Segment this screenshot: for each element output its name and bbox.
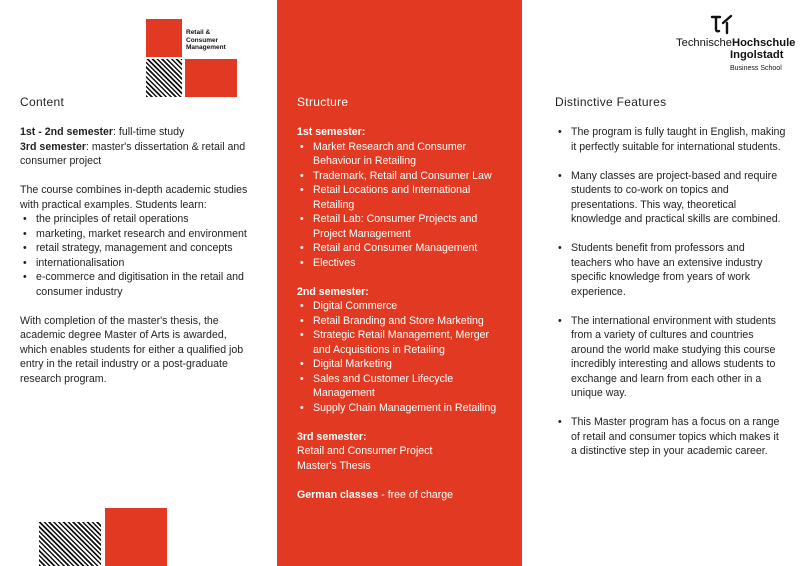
semester-label: 3rd semester <box>20 140 86 153</box>
semester-12-line <box>20 125 255 140</box>
semester-2-label: 2nd semester: <box>297 285 369 298</box>
module-item: • Supply Chain Management in Retailing <box>297 401 509 416</box>
feature-item: • Many classes are project-based and require students to co-work on topics and presentations. This way, theoretical knowledge and practical skills are combined. <box>555 169 787 227</box>
content-topic-item: • internationalisation <box>20 256 255 271</box>
logo-red-square <box>146 19 182 57</box>
content-topic-item: • marketing, market research and environment <box>20 227 255 242</box>
module-item: • Retail Branding and Store Marketing <box>297 314 509 329</box>
module-item: • Sales and Customer Lifecycle Management <box>297 372 509 401</box>
program-name-line: Management <box>186 44 226 51</box>
content-topic-item: • the principles of retail operations <box>20 212 255 227</box>
german-classes-text: - free of charge <box>378 488 454 501</box>
program-name-line: Consumer <box>186 36 219 44</box>
feature-item: • This Master program has a focus on a range of retail and consumer topics which makes it a distinctive step in your academic career. <box>555 415 787 459</box>
module-item: • Retail and Consumer Management <box>297 241 509 256</box>
module-item: • Retail Locations and International Retailing <box>297 183 509 212</box>
semester-1-label: 1st semester: <box>297 126 366 138</box>
content-topic-item: • e-commerce and digitisation in the retail and consumer industry <box>20 270 255 299</box>
business-school-label: Business School <box>730 65 782 72</box>
semester-3-module: Retail and Consumer Project <box>297 445 433 457</box>
module-item: • Digital Marketing <box>297 357 509 372</box>
german-classes-line <box>297 488 509 503</box>
features-body <box>555 125 787 473</box>
semester-3-line <box>20 140 255 169</box>
module-item: • Strategic Retail Management, Merger and Acquisitions in Retailing <box>297 328 509 357</box>
university-name-part: Technische <box>676 37 732 49</box>
module-item: • Trademark, Retail and Consumer Law <box>297 169 509 184</box>
feature-item: • Students benefit from professors and teachers who have an extensive industry specific knowledge from years of work experience. <box>555 241 787 299</box>
thi-logo-icon <box>710 13 734 35</box>
content-title: Content <box>20 95 65 109</box>
structure-title: Structure <box>297 95 349 109</box>
structure-body <box>297 125 509 502</box>
german-classes-label: German classes <box>297 488 379 501</box>
footer-striped-square <box>39 522 101 566</box>
semester-label: 1st - 2nd semester <box>20 126 114 138</box>
logo-red-rectangle <box>185 59 237 97</box>
university-name-part: Hochschule <box>731 37 796 49</box>
semester-2-modules <box>297 299 509 415</box>
features-title: Distinctive Features <box>555 95 667 109</box>
feature-item: • The program is fully taught in English, making it perfectly suitable for international students. <box>555 125 787 154</box>
content-outro: With completion of the master's thesis, the academic degree Master of Arts is awarded, which enables students for either a qualified job entry in the retail industry or a post-graduate research program. <box>20 314 244 385</box>
semester-text: : master's dissertation & retail and consumer project <box>20 140 246 167</box>
content-topic-item: • retail strategy, management and concepts <box>20 241 255 256</box>
features-list <box>555 125 787 459</box>
footer-red-square <box>105 508 167 566</box>
content-body <box>20 125 255 386</box>
logo-striped-square <box>146 59 182 97</box>
feature-item: • The international environment with students from a variety of cultures and countries around the world make studying this course incredibly interesting and allows students to exchange and learn from each other in a unique way. <box>555 314 787 401</box>
module-item: • Digital Commerce <box>297 299 509 314</box>
content-topics-list <box>20 212 255 299</box>
semester-text: : full-time study <box>113 126 185 138</box>
content-column <box>0 0 277 566</box>
module-item: • Electives <box>297 256 509 271</box>
program-logo-text <box>186 29 246 52</box>
semester-3-module: Master's Thesis <box>297 459 371 472</box>
features-column <box>522 0 800 566</box>
semester-3-label: 3rd semester: <box>297 430 367 443</box>
content-intro: The course combines in-depth academic studies with practical examples. Students learn: <box>20 184 248 211</box>
university-name <box>676 37 795 61</box>
semester-1-modules <box>297 140 509 271</box>
structure-column <box>277 0 522 566</box>
university-name-part: Ingolstadt <box>730 49 784 61</box>
program-name-line: Retail & <box>186 29 211 36</box>
module-item: • Market Research and Consumer Behaviour in Retailing <box>297 140 509 169</box>
module-item: • Retail Lab: Consumer Projects and Project Management <box>297 212 509 241</box>
